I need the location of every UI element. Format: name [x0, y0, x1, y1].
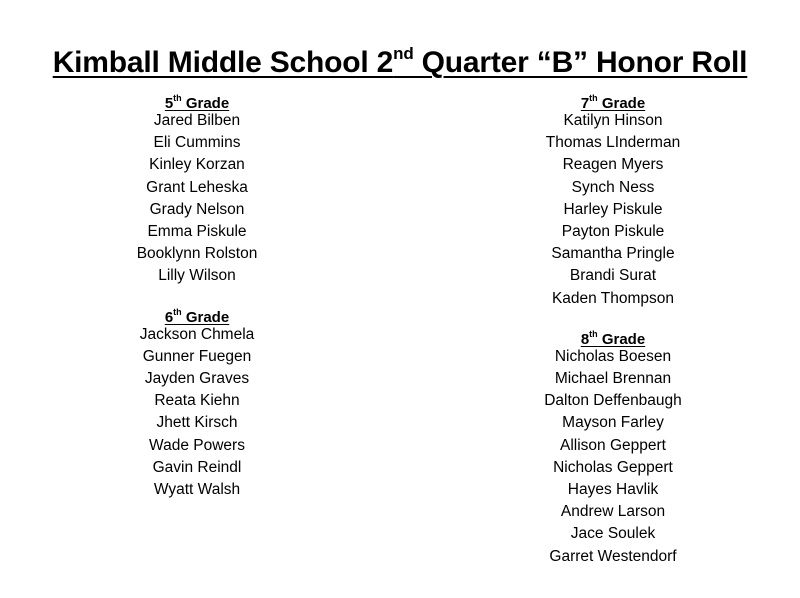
student-name: Eli Cummins	[153, 134, 241, 152]
student-name: Gavin Reindl	[152, 458, 242, 476]
grade-label: Grade	[597, 95, 646, 112]
grade-section-6	[67, 302, 327, 502]
student-name: Grant Leheska	[146, 178, 248, 196]
grade-ordinal-suffix: th	[173, 93, 182, 103]
student-name: Reagen Myers	[562, 156, 664, 174]
student-name: Nicholas Geppert	[553, 458, 673, 476]
grade-label: Grade	[181, 95, 230, 112]
student-name: Garret Westendorf	[549, 547, 677, 565]
student-name: Lilly Wilson	[158, 267, 236, 285]
title-ordinal-suffix: nd	[393, 44, 414, 64]
student-name: Brandi Surat	[569, 267, 657, 285]
title-text-before: Kimball Middle School 2	[52, 46, 394, 80]
grade-section-8	[483, 324, 743, 568]
student-name: Grady Nelson	[149, 200, 245, 218]
student-name: Thomas LInderman	[545, 134, 681, 152]
student-name: Wade Powers	[149, 436, 245, 454]
student-name: Nicholas Boesen	[554, 347, 672, 365]
grade-heading-5	[67, 88, 327, 110]
student-name: Emma Piskule	[147, 223, 247, 241]
student-list	[483, 346, 743, 568]
grade-label: Grade	[597, 330, 646, 348]
student-name: Reata Kiehn	[154, 392, 240, 410]
student-name: Andrew Larson	[560, 503, 666, 521]
student-name: Wyatt Walsh	[153, 481, 241, 499]
title-text-after: Quarter “B” Honor Roll	[413, 46, 748, 80]
grade-section-7	[483, 88, 743, 310]
grade-label: Grade	[181, 308, 230, 326]
left-column	[67, 88, 327, 515]
student-name: Gunner Fuegen	[142, 347, 252, 365]
grade-number: 7	[580, 95, 590, 112]
student-name: Kinley Korzan	[149, 156, 245, 174]
student-name: Katilyn Hinson	[563, 112, 663, 129]
grade-ordinal-suffix: th	[173, 306, 182, 317]
student-name: Harley Piskule	[563, 200, 663, 218]
student-name: Jayden Graves	[144, 370, 250, 388]
student-name: Synch Ness	[571, 178, 655, 196]
student-name: Kaden Thompson	[551, 289, 675, 307]
grade-ordinal-suffix: th	[589, 93, 598, 103]
grade-heading-8	[483, 324, 743, 346]
grade-number: 8	[580, 330, 590, 348]
grade-number: 5	[164, 95, 174, 112]
student-name: Michael Brennan	[554, 370, 672, 388]
student-name: Jace Soulek	[570, 525, 656, 543]
grade-section-5	[67, 88, 327, 288]
student-name: Jackson Chmela	[139, 325, 255, 343]
student-name: Dalton Deffenbaugh	[544, 392, 682, 410]
student-name: Jared Bilben	[153, 112, 241, 129]
student-name: Allison Geppert	[560, 436, 666, 454]
student-list	[483, 110, 743, 310]
student-list	[67, 324, 327, 502]
student-name: Jhett Kirsch	[156, 414, 238, 432]
student-name: Samantha Pringle	[551, 245, 675, 263]
grade-heading-6	[67, 302, 327, 324]
student-name: Booklynn Rolston	[136, 245, 258, 263]
page-title	[0, 46, 800, 80]
grade-heading-7	[483, 88, 743, 110]
student-name: Hayes Havlik	[567, 481, 659, 499]
right-column	[483, 88, 743, 582]
student-name: Payton Piskule	[561, 223, 665, 241]
grade-ordinal-suffix: th	[589, 328, 598, 339]
student-list	[67, 110, 327, 288]
student-name: Mayson Farley	[562, 414, 664, 432]
grade-number: 6	[164, 308, 174, 326]
